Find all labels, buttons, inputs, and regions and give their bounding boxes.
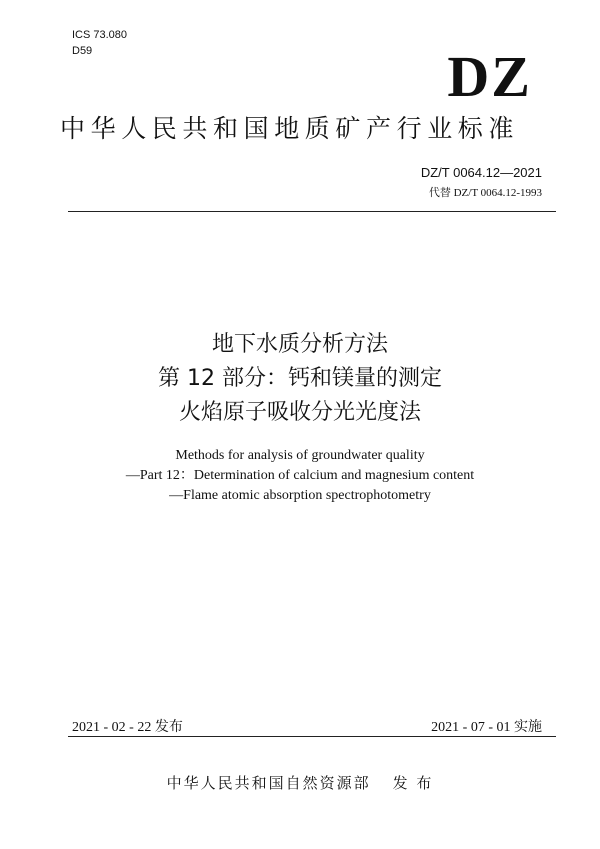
title-en-line3: —Flame atomic absorption spectrophotometry	[169, 488, 431, 503]
replaces-note: 代替 DZ/T 0064.12-1993	[428, 187, 542, 199]
implementation-date: 2021 - 07 - 01 实施	[431, 720, 542, 735]
issuer-name: 中华人民共和国自然资源部	[166, 774, 371, 792]
standard-type-heading: 中华人民共和国地质矿产行业标准	[60, 114, 520, 143]
title-zh-line1: 地下水质分析方法	[211, 332, 388, 357]
title-en-line2: —Part 12：Determination of calcium and magnesium content	[125, 468, 475, 483]
ics-code: ICS 73.080	[72, 29, 128, 41]
title-en-line1: Methods for analysis of groundwater quality	[175, 448, 425, 463]
bottom-divider	[68, 736, 556, 737]
issue-date: 2021 - 02 - 22 发布	[72, 720, 183, 735]
top-divider	[68, 211, 556, 212]
title-zh-line2: 第 12 部分：钙和镁量的测定	[158, 366, 442, 391]
standard-number: DZ/T 0064.12—2021	[420, 165, 542, 180]
title-zh-line3: 火焰原子吸收分光光度法	[178, 400, 421, 425]
ccs-code: D59	[72, 45, 93, 57]
dz-logo: DZ	[447, 44, 532, 109]
issuer-line	[0, 772, 600, 793]
issuer-action: 发 布	[392, 774, 434, 792]
